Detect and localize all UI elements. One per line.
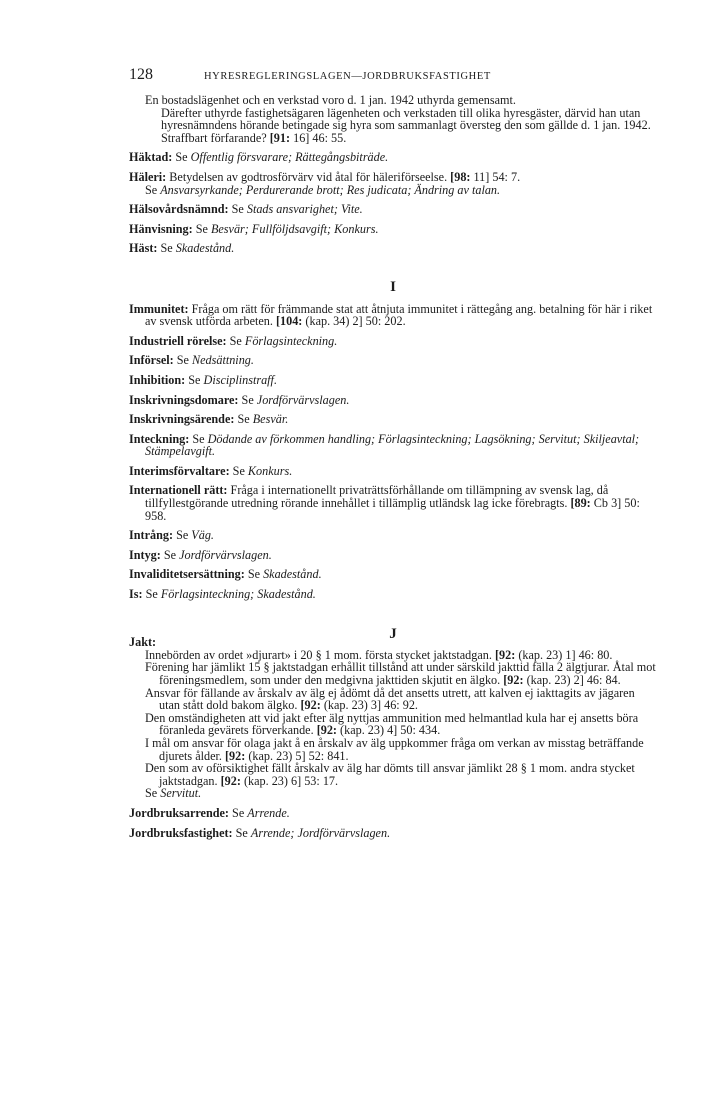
cross-refs: Jordförvärvslagen. — [179, 547, 272, 562]
see-label: Se — [176, 528, 189, 543]
cross-refs: Disciplinstraff. — [203, 372, 277, 387]
entry-inforsel — [129, 354, 657, 367]
entry-haktad — [129, 151, 657, 164]
intro-ref-bold: [91: — [269, 130, 291, 145]
entry-inskrivningsarende — [129, 413, 657, 426]
jakt-text: I mål om ansvar för olaga jakt å en årskalv av älg uppkommer fråga om verkan av misstag beträffande djurets ålder. — [145, 735, 644, 763]
keyword: Häktad: — [129, 150, 173, 165]
entry-inskrivningsdomare — [129, 394, 657, 407]
entry-immunitet — [129, 303, 657, 328]
keyword: Hänvisning: — [129, 221, 193, 236]
ref-rest: Cb 3] 50: 958. — [145, 496, 640, 523]
see-label: Se — [231, 202, 244, 217]
keyword: Internationell rätt: — [129, 483, 228, 498]
index-content — [129, 94, 657, 846]
keyword: Jordbruksarrende: — [129, 805, 229, 820]
intro-body: Därefter uthyrde fastighetsägaren lägenheten och verkstaden till olika hyresgäster, därvid han utan hyresnämndens hörande betingade sig hyra som sammanlagt översteg den som gällde d. 1 jan. 1942. Straffbart förfarande? — [161, 105, 651, 145]
entry-invaliditetsersattning — [129, 568, 657, 581]
page-header — [129, 66, 669, 84]
cross-refs: Förlagsinteckning; Skadestånd. — [160, 587, 316, 602]
keyword: Interimsförvaltare: — [129, 463, 230, 478]
cross-refs: Nedsättning. — [191, 353, 254, 368]
jakt-text: Förening har jämlikt 15 § jaktstadgan erhållit tillstånd att under särskild jakttid fälla 2 älgtjurar. Åtal mot föreningsmedlem, som under den medgivna jakttiden skjutit en älgko. — [145, 660, 656, 687]
jakt-paragraph — [129, 737, 657, 762]
entry-hanvisning — [129, 223, 657, 236]
page-number: 128 — [129, 66, 153, 83]
see-label: Se — [232, 463, 245, 478]
section-letter-j: J — [389, 625, 397, 642]
ref-bold: [89: — [570, 496, 591, 511]
entry-internationell-ratt — [129, 484, 657, 522]
jakt-text: Ansvar för fällande av årskalv av älg ej ådömt då det ansetts utrett, att kalven ej iakttagits av jägaren utan stått dold bakom älgko. — [145, 685, 635, 713]
entry-haleri — [129, 171, 657, 196]
entry-jordbruksarrende — [129, 807, 657, 820]
ref-rest: (kap. 23) 6] 53: 17. — [243, 773, 339, 788]
jakt-paragraph — [129, 712, 657, 737]
ref-rest: (kap. 23) 4] 50: 434. — [340, 723, 441, 738]
see-label: Se — [145, 587, 158, 602]
entry-jakt — [129, 636, 657, 800]
keyword: Häleri: — [129, 169, 167, 184]
jakt-paragraph — [129, 687, 657, 712]
ref-bold: [98: — [450, 169, 471, 184]
keyword: Jordbruksfastighet: — [129, 825, 233, 840]
see-label: Se — [235, 825, 248, 840]
ref-rest: (kap. 23) 2] 46: 84. — [526, 673, 621, 687]
cross-refs: Konkurs. — [247, 463, 293, 478]
intro-ref-page: 46: 55. — [312, 130, 347, 145]
see-label: Se — [229, 333, 242, 348]
keyword: Införsel: — [129, 353, 174, 368]
section-letter-i: I — [390, 278, 396, 295]
keyword: Is: — [129, 587, 143, 602]
ref-rest: (kap. 23) 3] 46: 92. — [323, 698, 418, 713]
cross-refs: Servitut. — [160, 786, 202, 801]
ref-bold: [92: — [225, 748, 246, 763]
intro-entry — [129, 94, 657, 144]
ref-rest: (kap. 23) 1] 46: 80. — [518, 647, 613, 662]
entry-text: Betydelsen av godtrosförvärv vid åtal för häleriförseelse. — [169, 169, 448, 184]
running-title: HYRESREGLERINGSLAGEN—JORDBRUKSFASTIGHET — [204, 71, 491, 82]
ref-rest: 11] 54: 7. — [473, 169, 521, 184]
see-label: Se — [237, 412, 250, 427]
jakt-see-also — [129, 787, 657, 800]
entry-interimsforvaltare — [129, 465, 657, 478]
keyword: Inhibition: — [129, 372, 186, 387]
see-label: Se — [145, 182, 158, 197]
see-label: Se — [247, 567, 261, 582]
see-label: Se — [232, 805, 245, 820]
ref-bold: [92: — [316, 723, 337, 738]
entry-text: Fråga i internationellt privaträttsförhållande om tillämpning av svensk lag, då tillfyllestgörande utredning rörande innehållet i tillämplig utländsk lag icke förebragts. — [145, 483, 609, 511]
cross-refs: Ansvarsyrkande; Perdurerande brott; Res judicata; Ändring av talan. — [160, 182, 501, 197]
cross-refs: Skadestånd. — [263, 567, 322, 582]
ref-bold: [92: — [300, 698, 321, 713]
see-label: Se — [160, 241, 173, 256]
keyword: Intrång: — [129, 528, 174, 543]
ref-bold: [92: — [503, 673, 524, 687]
cross-refs: Arrende. — [247, 805, 290, 820]
jakt-text: Den som av oförsiktighet fällt årskalv av älg har dömts till ansvar jämlikt 28 § 1 mom. andra stycket jaktstadgan. — [145, 761, 635, 788]
entry-industriell-rorelse — [129, 335, 657, 348]
entry-text: Fråga om rätt för främmande stat att åtnjuta immunitet i rättegång ang. betalning för här i riket av svensk utförda arbeten. — [145, 301, 653, 329]
entry-intyg — [129, 549, 657, 562]
keyword: Häst: — [129, 241, 158, 256]
ref-rest: (kap. 34) 2] 50: 202. — [305, 314, 406, 329]
keyword: Inskrivningsärende: — [129, 412, 235, 427]
entry-halsovardsnamnd — [129, 203, 657, 216]
see-label: Se — [188, 372, 201, 387]
entry-inhibition — [129, 374, 657, 387]
see-label: Se — [145, 786, 158, 801]
keyword: Inskrivningsdomare: — [129, 392, 239, 407]
entry-intrang — [129, 529, 657, 542]
cross-refs: Dödande av förkommen handling; Förlagsinteckning; Lagsökning; Servitut; Skiljeavtal; Stämpelavgift. — [145, 431, 640, 459]
jakt-text: Innebörden av ordet »djurart» i 20 § 1 mom. första stycket jaktstadgan. — [145, 647, 492, 662]
cross-refs: Offentlig försvarare; Rättegångsbiträde. — [190, 150, 389, 165]
entry-is — [129, 588, 657, 601]
see-label: Se — [195, 221, 208, 236]
cross-refs: Jordförvärvslagen. — [256, 392, 350, 407]
entry-inteckning — [129, 433, 657, 458]
jakt-text: Den omständigheten att vid jakt efter älg nyttjas ammunition med helmantlad kula har ej ansetts böra föranleda gevärets förverkande. — [145, 710, 639, 738]
keyword: Intyg: — [129, 547, 161, 562]
keyword: Inteckning: — [129, 431, 190, 446]
cross-refs: Skadestånd. — [175, 241, 235, 256]
cross-refs: Väg. — [191, 528, 214, 543]
jakt-paragraph — [129, 661, 657, 686]
ref-rest: (kap. 23) 5] 52: 841. — [248, 748, 349, 763]
keyword: Jakt: — [129, 635, 157, 650]
ref-bold: [92: — [494, 647, 516, 662]
ref-bold: [104: — [275, 314, 303, 329]
intro-ref-rest: 16] — [293, 130, 310, 145]
intro-line1: En bostadslägenhet och en verkstad voro d. 1 jan. 1942 uthyrda gemensamt. — [145, 93, 516, 107]
entry-hast — [129, 242, 657, 255]
cross-refs: Stads ansvarighet; Vite. — [246, 202, 363, 217]
cross-refs: Arrende; Jordförvärvslagen. — [250, 825, 391, 840]
see-label: Se — [175, 150, 188, 165]
keyword: Hälsovårdsnämnd: — [129, 202, 229, 217]
ref-bold: [92: — [220, 773, 241, 788]
entry-jordbruksfastighet — [129, 827, 657, 840]
cross-refs: Besvär. — [252, 412, 289, 427]
keyword: Industriell rörelse: — [129, 333, 227, 348]
see-label: Se — [163, 547, 177, 562]
jakt-paragraph — [129, 762, 657, 787]
keyword: Invaliditetsersättning: — [129, 567, 245, 582]
see-label: Se — [192, 431, 205, 446]
cross-refs: Förlagsinteckning. — [244, 333, 338, 348]
see-label: Se — [241, 392, 254, 407]
see-label: Se — [176, 353, 189, 368]
keyword: Immunitet: — [129, 301, 189, 316]
cross-refs: Besvär; Fullföljdsavgift; Konkurs. — [210, 221, 379, 236]
